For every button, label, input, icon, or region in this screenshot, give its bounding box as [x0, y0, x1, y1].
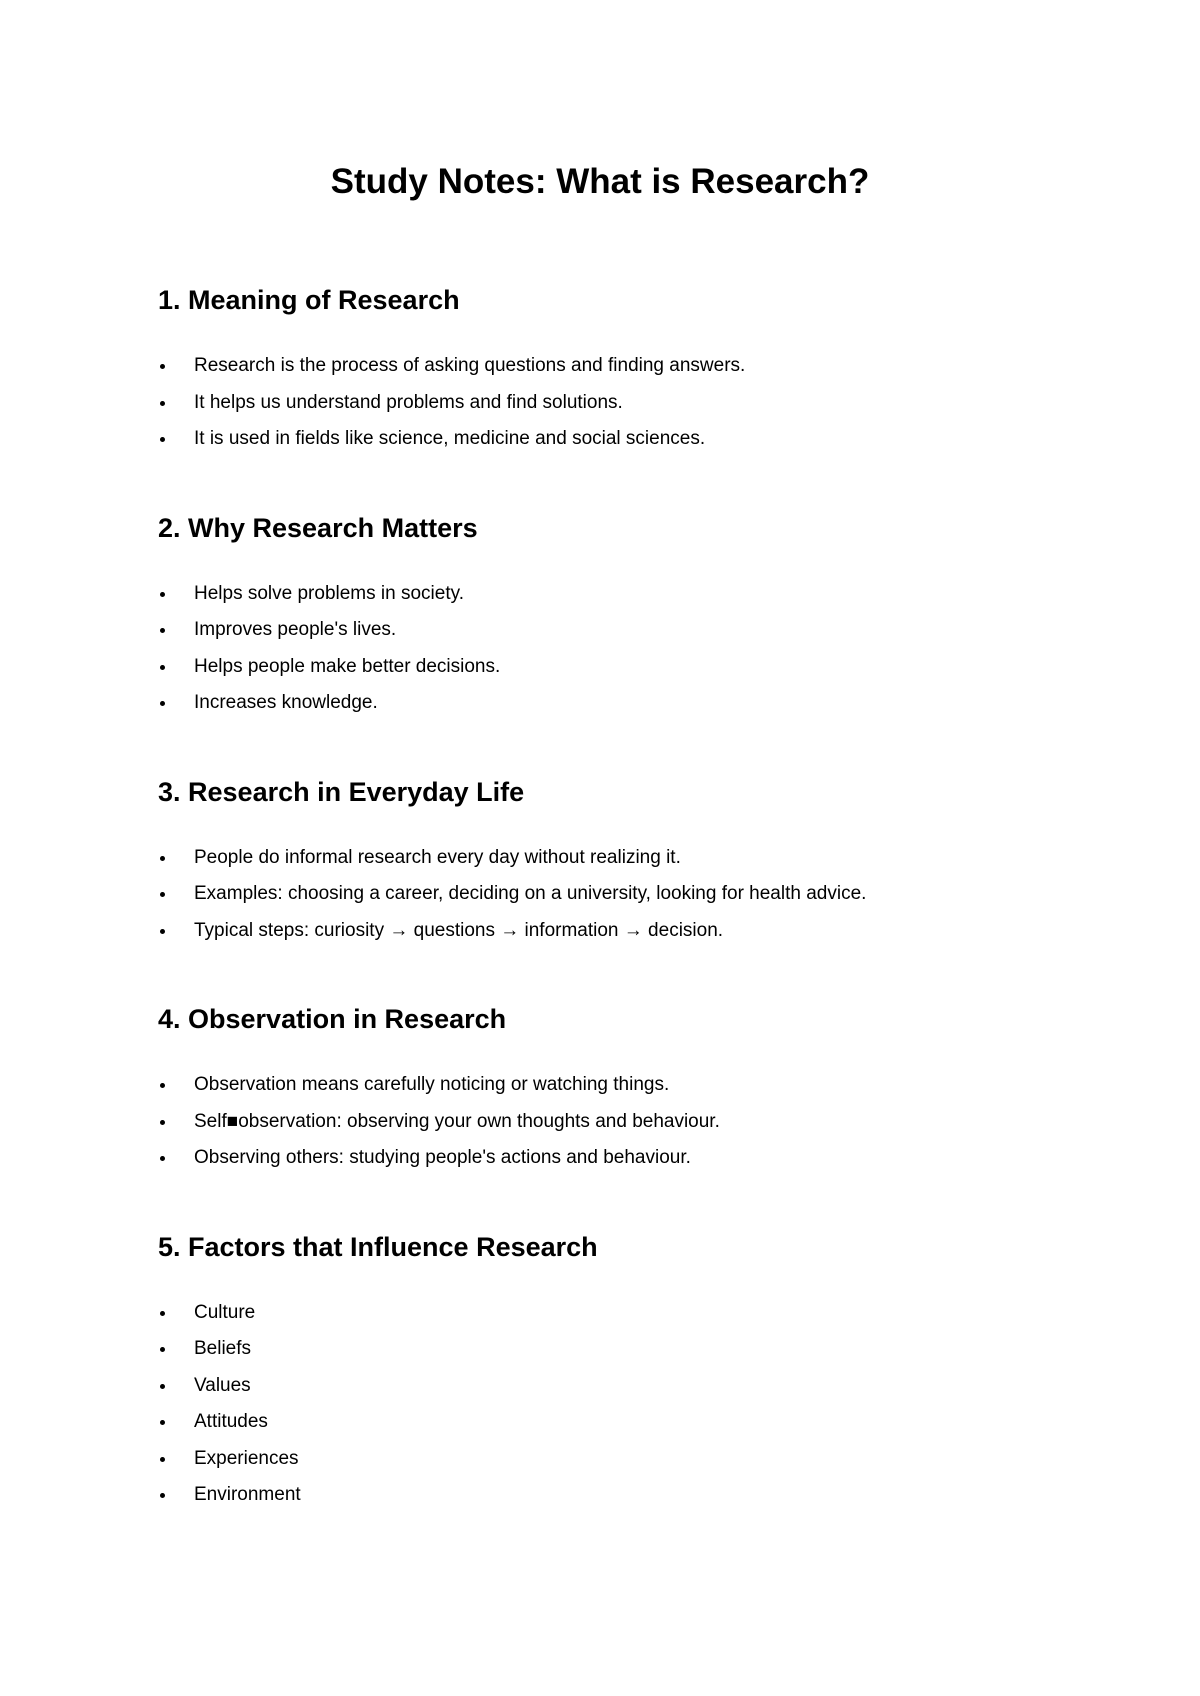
bullet-icon — [160, 1083, 165, 1088]
list-item — [158, 576, 1050, 613]
bullet-list — [158, 1295, 1050, 1514]
list-item — [158, 1140, 1050, 1177]
list-item-text: Values — [194, 1374, 251, 1396]
bullet-icon — [160, 1384, 165, 1389]
section-observation-in-research — [158, 1001, 1050, 1177]
list-item — [158, 1104, 1050, 1141]
section-heading: 5. Factors that Influence Research — [158, 1231, 598, 1262]
list-item — [158, 348, 1050, 385]
bullet-icon — [160, 1156, 165, 1161]
bullet-icon — [160, 1420, 165, 1425]
bullet-icon — [160, 1347, 165, 1352]
bullet-icon — [160, 1120, 165, 1125]
bullet-icon — [160, 364, 165, 369]
list-item-text: Typical steps: curiosity → questions → information → decision. — [194, 919, 724, 941]
bullet-list — [158, 576, 1050, 722]
bullet-list — [158, 840, 1050, 950]
list-item-text: Helps people make better decisions. — [194, 655, 501, 677]
list-item-text: Observing others: studying people's actions and behaviour. — [194, 1147, 691, 1168]
list-item-text: Observation means carefully noticing or watching things. — [194, 1074, 670, 1095]
list-item-text: Beliefs — [194, 1338, 252, 1359]
list-item — [158, 1404, 1050, 1441]
list-item-text: Increases knowledge. — [194, 692, 378, 713]
list-item — [158, 840, 1050, 877]
list-item-text: Examples: choosing a career, deciding on a university, looking for health advice. — [194, 883, 867, 904]
list-item — [158, 1067, 1050, 1104]
bullet-list — [158, 1067, 1050, 1177]
section-heading: 3. Research in Everyday Life — [158, 776, 525, 807]
bullet-icon — [160, 892, 165, 897]
section-meaning-of-research — [158, 282, 1050, 458]
section-research-in-everyday-life — [158, 774, 1050, 950]
bullet-icon — [160, 401, 165, 406]
list-item — [158, 913, 1050, 950]
bullet-list — [158, 348, 1050, 458]
list-item-text: Culture — [194, 1301, 256, 1323]
bullet-icon — [160, 665, 165, 670]
document-title: Study Notes: What is Research? — [330, 162, 870, 201]
section-heading: 1. Meaning of Research — [158, 285, 460, 315]
list-item — [158, 612, 1050, 649]
list-item-text: Attitudes — [194, 1411, 268, 1432]
bullet-icon — [160, 437, 165, 442]
list-item-text: Environment — [194, 1484, 301, 1505]
list-item-text: Self■observation: observing your own thoughts and behaviour. — [194, 1110, 720, 1132]
list-item — [158, 649, 1050, 686]
bullet-icon — [160, 701, 165, 706]
list-item — [158, 685, 1050, 722]
list-item — [158, 385, 1050, 422]
list-item — [158, 1331, 1050, 1368]
list-item — [158, 421, 1050, 458]
bullet-icon — [160, 1493, 165, 1498]
list-item — [158, 1295, 1050, 1332]
list-item-text: It is used in fields like science, medicine and social sciences. — [194, 428, 706, 449]
bullet-icon — [160, 856, 165, 861]
bullet-icon — [160, 628, 165, 633]
section-why-research-matters — [158, 510, 1050, 722]
list-item — [158, 876, 1050, 913]
list-item-text: Helps solve problems in society. — [194, 582, 464, 604]
list-item-text: Research is the process of asking questions and finding answers. — [194, 355, 746, 376]
section-factors-that-influence-research — [158, 1229, 1050, 1514]
bullet-icon — [160, 592, 165, 597]
list-item — [158, 1368, 1050, 1405]
list-item-text: Improves people's lives. — [194, 619, 397, 640]
list-item — [158, 1441, 1050, 1478]
section-heading: 2. Why Research Matters — [158, 512, 478, 543]
section-heading: 4. Observation in Research — [158, 1004, 507, 1034]
list-item-text: It helps us understand problems and find solutions. — [194, 391, 623, 413]
list-item-text: People do informal research every day without realizing it. — [194, 846, 681, 868]
bullet-icon — [160, 1311, 165, 1316]
bullet-icon — [160, 929, 165, 934]
bullet-icon — [160, 1457, 165, 1462]
list-item-text: Experiences — [194, 1447, 299, 1469]
list-item — [158, 1477, 1050, 1514]
